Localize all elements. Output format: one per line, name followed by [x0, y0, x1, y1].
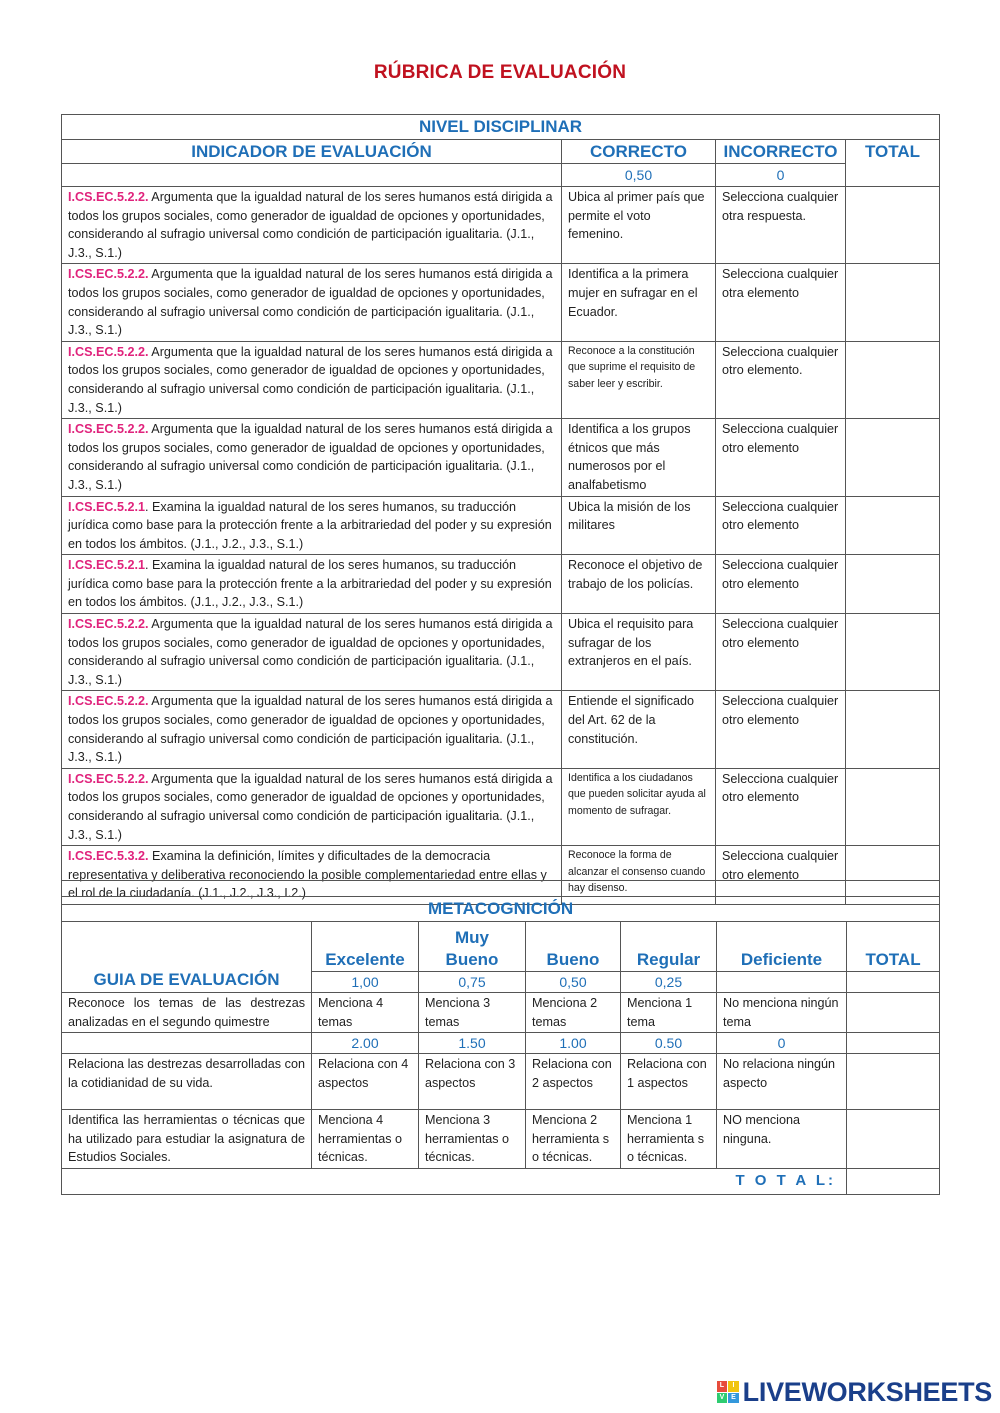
- indicator-code: I.CS.EC.5.3.2.: [68, 849, 149, 864]
- points-deficiente: [717, 972, 847, 993]
- indicator-code: I.CS.EC.5.2.1: [68, 499, 145, 514]
- table-row: [62, 341, 940, 418]
- points2-bueno: 1.00: [526, 1033, 621, 1054]
- correcto-cell: Reconoce el objetivo de trabajo de los policías.: [562, 555, 716, 614]
- total-cell[interactable]: [847, 1054, 940, 1110]
- indicator-cell: [62, 341, 562, 418]
- incorrecto-cell: Selecciona cualquier otro elemento: [716, 768, 846, 845]
- correcto-cell: Ubica al primer país que permite el voto femenino.: [562, 187, 716, 264]
- header-total-meta: TOTAL: [847, 922, 940, 972]
- grand-total-label: T O T A L:: [62, 1168, 847, 1194]
- table-row: [62, 264, 940, 341]
- indicator-text: . Examina la igualdad natural de los seres humanos, su traducción jurídica como base para la protección frente a la arbitrariedad del poder y su expresión en todos los ámbitos. (J.1., J.2., J.3., S.1.): [68, 499, 552, 551]
- points2-excelente: 2.00: [312, 1033, 419, 1054]
- correcto-cell: Reconoce la forma de alcanzar el consenso cuando hay disenso.: [562, 846, 716, 905]
- table-row: [62, 1054, 940, 1110]
- total-cell[interactable]: [846, 187, 940, 264]
- total-cell[interactable]: [847, 993, 940, 1033]
- points2-spacer: [62, 1033, 312, 1054]
- total-cell[interactable]: [846, 614, 940, 691]
- indicator-cell: [62, 555, 562, 614]
- total-cell[interactable]: [846, 496, 940, 555]
- correcto-cell: Reconoce a la constitución que suprime el requisito de saber leer y escribir.: [562, 341, 716, 418]
- criterion-cell: Reconoce los temas de las destrezas analizadas en el segundo quimestre: [62, 993, 312, 1033]
- spacer-row: [62, 881, 940, 897]
- indicator-text: Argumenta que la igualdad natural de los seres humanos está dirigida a todos los grupos sociales, como generador de igualdad de opciones y oportunidades, considerando al sufragio universal como condición de participación igualitaria. (J.1., J.3., S.1.): [68, 694, 553, 765]
- indicator-code: I.CS.EC.5.2.2.: [68, 617, 149, 632]
- points-total: [847, 972, 940, 993]
- indicator-text: Argumenta que la igualdad natural de los seres humanos está dirigida a todos los grupos sociales, como generador de igualdad de opciones y oportunidades, considerando al sufragio universal como condición de participación igualitaria. (J.1., J.3., S.1.): [68, 771, 553, 842]
- level-cell: No relaciona ningún aspecto: [717, 1054, 847, 1110]
- logo-icon: L I V E: [717, 1381, 739, 1403]
- level-cell: Menciona 2 temas: [526, 993, 621, 1033]
- indicator-text: Argumenta que la igualdad natural de los seres humanos está dirigida a todos los grupos sociales, como generador de igualdad de opciones y oportunidades, considerando al sufragio universal como condición de participación igualitaria. (J.1., J.3., S.1.): [68, 422, 553, 492]
- level-cell: NO menciona ninguna.: [717, 1110, 847, 1169]
- correcto-cell: Ubica el requisito para sufragar de los extranjeros en el país.: [562, 614, 716, 691]
- indicator-code: I.CS.EC.5.2.2.: [68, 190, 149, 204]
- header-indicador: INDICADOR DE EVALUACIÓN: [62, 140, 562, 164]
- points2-total: [847, 1033, 940, 1054]
- indicator-text: Argumenta que la igualdad natural de los seres humanos está dirigida a todos los grupos sociales, como generador de igualdad de opciones y oportunidades, considerando al sufragio universal como condición de participación igualitaria. (J.1., J.3., S.1.): [68, 617, 553, 687]
- level-cell: Menciona 3 temas: [419, 993, 526, 1033]
- guide-label: GUIA DE EVALUACIÓN: [62, 922, 312, 993]
- correcto-cell: Ubica la misión de los militares: [562, 496, 716, 555]
- correcto-cell: Identifica a la primera mujer en sufragar en el Ecuador.: [562, 264, 716, 341]
- indicator-cell: [62, 614, 562, 691]
- total-cell[interactable]: [846, 264, 940, 341]
- points-regular: 0,25: [621, 972, 717, 993]
- indicator-text: Argumenta que la igualdad natural de los seres humanos está dirigida a todos los grupos sociales, como generador de igualdad de opciones y oportunidades, considerando al sufragio universal como condición de participación igualitaria. (J.1., J.3., S.1.): [68, 190, 553, 260]
- points-spacer: [62, 164, 562, 187]
- incorrecto-cell: Selecciona cualquier otro elemento: [716, 846, 846, 905]
- level-regular: Regular: [621, 922, 717, 972]
- indicator-code: I.CS.EC.5.2.2.: [68, 771, 149, 786]
- indicator-cell: [62, 691, 562, 768]
- criterion-cell: Identifica las herramientas o técnicas que ha utilizado para estudiar la asignatura de Estudios Sociales.: [62, 1110, 312, 1169]
- total-cell[interactable]: [847, 1110, 940, 1169]
- level-cell: Menciona 4 herramientas o técnicas.: [312, 1110, 419, 1169]
- points-muy-bueno: 0,75: [419, 972, 526, 993]
- criterion-cell: Relaciona las destrezas desarrolladas con la cotidianidad de su vida.: [62, 1054, 312, 1110]
- indicator-code: I.CS.EC.5.2.2.: [68, 422, 149, 437]
- level-cell: Menciona 3 herramientas o técnicas.: [419, 1110, 526, 1169]
- correcto-cell: Identifica a los grupos étnicos que más numerosos por el analfabetismo: [562, 419, 716, 496]
- level-cell: Relaciona con 4 aspectos: [312, 1054, 419, 1110]
- grand-total-cell[interactable]: [847, 1168, 940, 1194]
- metacognicion-table: [61, 880, 940, 1195]
- table-row: [62, 1110, 940, 1169]
- liveworksheets-logo: [717, 1377, 992, 1407]
- indicator-cell: [62, 768, 562, 845]
- points2-muy-bueno: 1.50: [419, 1033, 526, 1054]
- incorrecto-cell: Selecciona cualquier otro elemento: [716, 614, 846, 691]
- header-incorrecto: INCORRECTO: [716, 140, 846, 164]
- points-excelente: 1,00: [312, 972, 419, 993]
- section-title-disciplinar: NIVEL DISCIPLINAR: [62, 115, 940, 140]
- disciplinar-table: [61, 114, 940, 905]
- table-row: [62, 419, 940, 496]
- incorrecto-cell: Selecciona cualquier otro elemento: [716, 496, 846, 555]
- total-cell[interactable]: [846, 341, 940, 418]
- points-incorrecto: 0: [716, 164, 846, 187]
- indicator-code: I.CS.EC.5.2.1: [68, 558, 145, 573]
- table-row: [62, 691, 940, 768]
- level-cell: Menciona 1 tema: [621, 993, 717, 1033]
- indicator-cell: [62, 496, 562, 555]
- total-cell[interactable]: [846, 419, 940, 496]
- incorrecto-cell: Selecciona cualquier otro elemento.: [716, 341, 846, 418]
- points2-deficiente: 0: [717, 1033, 847, 1054]
- level-cell: Relaciona con 1 aspectos: [621, 1054, 717, 1110]
- level-deficiente: Deficiente: [717, 922, 847, 972]
- level-cell: Relaciona con 2 aspectos: [526, 1054, 621, 1110]
- total-cell[interactable]: [846, 691, 940, 768]
- indicator-text: . Examina la igualdad natural de los seres humanos, su traducción jurídica como base para la protección frente a la arbitrariedad del poder y su expresión en todos los ámbitos. (J.1., J.2., J.3., S.1.): [68, 558, 552, 610]
- incorrecto-cell: Selecciona cualquier otra respuesta.: [716, 187, 846, 264]
- logo-text: LIVEWORKSHEETS: [742, 1376, 992, 1407]
- table-row: [62, 768, 940, 845]
- indicator-cell: [62, 187, 562, 264]
- incorrecto-cell: Selecciona cualquier otro elemento: [716, 419, 846, 496]
- level-bueno: Bueno: [526, 922, 621, 972]
- table-row: [62, 496, 940, 555]
- indicator-text: Argumenta que la igualdad natural de los seres humanos está dirigida a todos los grupos sociales, como generador de igualdad de opciones y oportunidades, considerando al sufragio universal como condición de participación igualitaria. (J.1., J.3., S.1.): [68, 344, 553, 415]
- header-correcto: CORRECTO: [562, 140, 716, 164]
- level-excelente: Excelente: [312, 922, 419, 972]
- points2-regular: 0.50: [621, 1033, 717, 1054]
- level-cell: No menciona ningún tema: [717, 993, 847, 1033]
- section-title-metacognicion: METACOGNICIÓN: [62, 897, 940, 922]
- level-cell: Relaciona con 3 aspectos: [419, 1054, 526, 1110]
- indicator-text: Argumenta que la igualdad natural de los seres humanos está dirigida a todos los grupos sociales, como generador de igualdad de opciones y oportunidades, considerando al sufragio universal como condición de participación igualitaria. (J.1., J.3., S.1.): [68, 267, 553, 338]
- indicator-code: I.CS.EC.5.2.2.: [68, 344, 149, 359]
- total-cell[interactable]: [846, 555, 940, 614]
- level-cell: Menciona 4 temas: [312, 993, 419, 1033]
- table-row: [62, 555, 940, 614]
- points-correcto: 0,50: [562, 164, 716, 187]
- indicator-code: I.CS.EC.5.2.2.: [68, 267, 149, 282]
- incorrecto-cell: Selecciona cualquier otra elemento: [716, 264, 846, 341]
- correcto-cell: Entiende el significado del Art. 62 de la constitución.: [562, 691, 716, 768]
- table-row: [62, 614, 940, 691]
- incorrecto-cell: Selecciona cualquier otro elemento: [716, 691, 846, 768]
- indicator-text: Examina la definición, límites y dificultades de la democracia representativa y deliberativa reconociendo la posible complementariedad entre ellas y el rol de la ciudadanía. (J.1., J.2., J.3., I.2.): [68, 849, 547, 901]
- level-cell: Menciona 1 herramienta s o técnicas.: [621, 1110, 717, 1169]
- indicator-cell: [62, 264, 562, 341]
- table-row: [62, 993, 940, 1033]
- correcto-cell: Identifica a los ciudadanos que pueden solicitar ayuda al momento de sufragar.: [562, 768, 716, 845]
- points-bueno: 0,50: [526, 972, 621, 993]
- level-cell: Menciona 2 herramienta s o técnicas.: [526, 1110, 621, 1169]
- table-row: [62, 187, 940, 264]
- indicator-cell: [62, 419, 562, 496]
- header-total: TOTAL: [846, 140, 940, 187]
- page-title: RÚBRICA DE EVALUACIÓN: [373, 62, 627, 83]
- level-muy-bueno: Muy Bueno: [419, 922, 526, 972]
- indicator-code: I.CS.EC.5.2.2.: [68, 694, 149, 709]
- total-cell[interactable]: [846, 768, 940, 845]
- incorrecto-cell: Selecciona cualquier otro elemento: [716, 555, 846, 614]
